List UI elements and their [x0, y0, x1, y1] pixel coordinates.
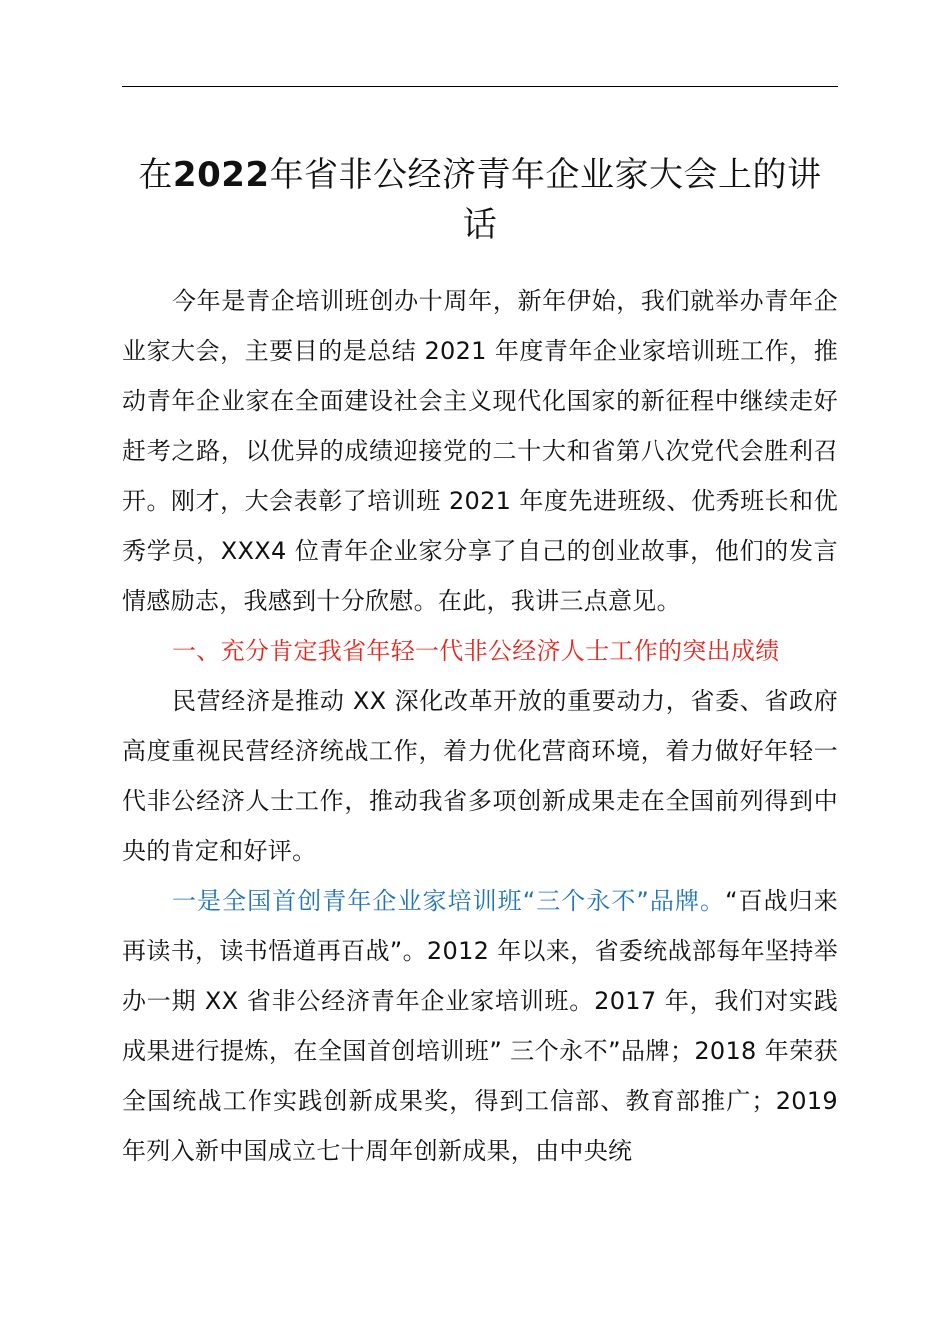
point-1-lead: 一是全国首创青年企业家培训班“三个永不”品牌。: [172, 887, 726, 915]
document-title: [122, 150, 838, 250]
title-prefix: 在: [138, 155, 173, 195]
point-1-text: “百战归来再读书，读书悟道再百战”。2012 年以来，省委统战部每年坚持举办一期 XX 省非公经济青年企业家培训班。2017 年，我们对实践成果进行提炼，在全国首创培训班” 三个永不”品牌；2018 年荣获全国统战工作实践创新成果奖，得到工信部、教育部推广；2019 年列入新中国成立七十周年创新成果，由中央统: [122, 887, 839, 1165]
title-suffix: 年省非公经济青年企业家大会上的讲话: [269, 155, 822, 245]
section-1-paragraph: 民营经济是推动 XX 深化改革开放的重要动力，省委、省政府高度重视民营经济统战工作，着力优化营商环境，着力做好年轻一代非公经济人士工作，推动我省多项创新成果走在全国前列得到中央的肯定和好评。: [122, 687, 838, 865]
point-1-paragraph: [122, 876, 838, 1176]
header-rule: [122, 86, 838, 87]
section-heading-1: 一、充分肯定我省年轻一代非公经济人士工作的突出成绩: [172, 637, 780, 665]
intro-paragraph: 今年是青企培训班创办十周年，新年伊始，我们就举办青年企业家大会，主要目的是总结 2021 年度青年企业家培训班工作，推动青年企业家在全面建设社会主义现代化国家的新征程中继续走好赶考之路，以优异的成绩迎接党的二十大和省第八次党代会胜利召开。刚才，大会表彰了培训班 2021 年度先进班级、优秀班长和优秀学员，XXX4 位青年企业家分享了自己的创业故事，他们的发言情感励志，我感到十分欣慰。在此，我讲三点意见。: [122, 287, 838, 615]
title-year: 2022: [172, 155, 270, 195]
document-body: [122, 276, 838, 1176]
